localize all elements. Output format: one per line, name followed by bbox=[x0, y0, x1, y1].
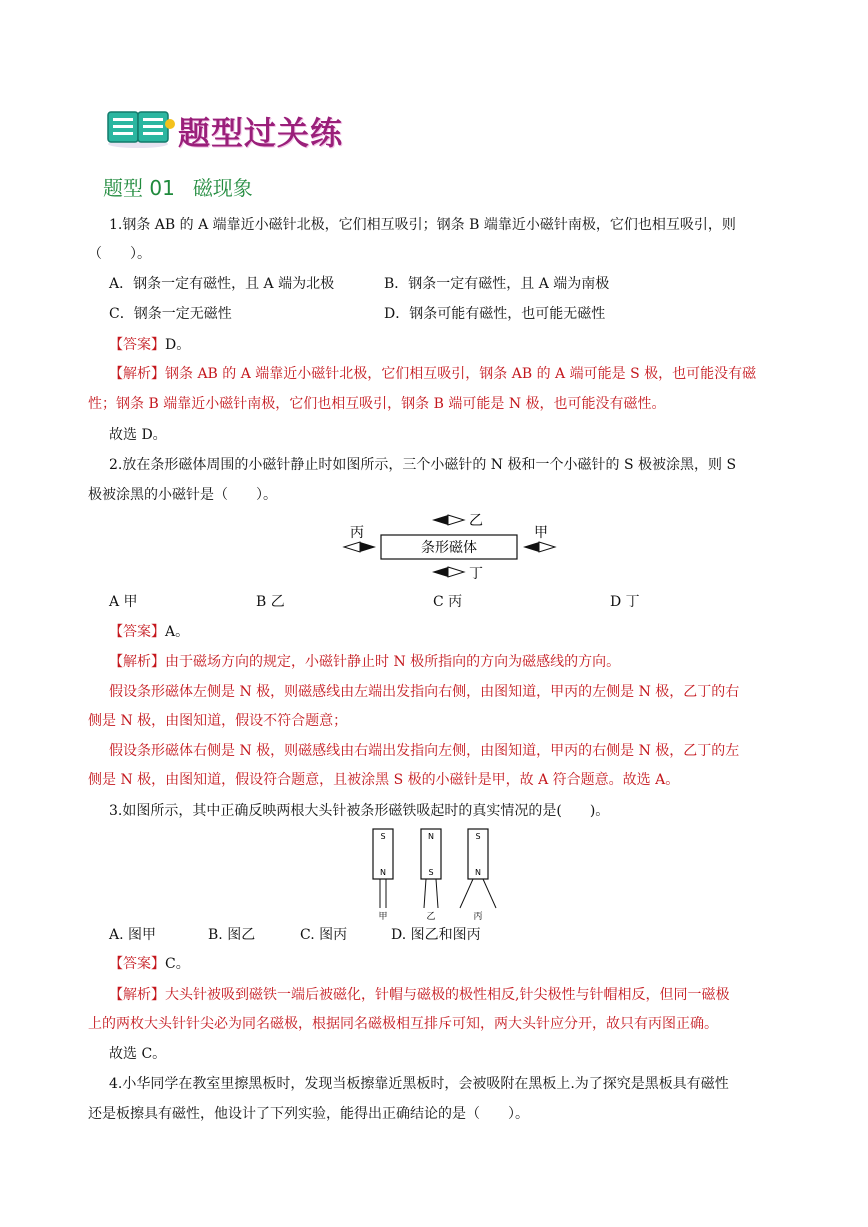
analysis-tag: 【解析】 bbox=[109, 366, 165, 382]
q2-analysis-line3: 侧是 N 极，由图知道，假设不符合题意； bbox=[88, 713, 348, 729]
section-label: 题型 01 bbox=[103, 176, 175, 200]
q3-stem: 3.如图所示，其中正确反映两根大头针被条形磁铁吸起时的真实情况的是( )。 bbox=[109, 803, 610, 819]
label-ding: 丁 bbox=[469, 566, 483, 582]
pole-1-top: S bbox=[380, 832, 386, 841]
q1-analysis-line1 bbox=[109, 364, 809, 384]
q3-answer bbox=[109, 954, 809, 974]
q2-option-d: D 丁 bbox=[610, 594, 640, 610]
q2-analysis-line5: 侧是 N 极，由图知道，假设符合题意，且被涂黑 S 极的小磁针是甲，故 A 符合题意。故选 A。 bbox=[88, 772, 680, 788]
q3-pins-figure bbox=[360, 826, 505, 922]
q3-conclusion: 故选 C。 bbox=[109, 1046, 167, 1062]
q1-conclusion: 故选 D。 bbox=[109, 427, 167, 443]
q2-option-b: B 乙 bbox=[256, 594, 285, 610]
q2-answer bbox=[109, 622, 809, 642]
pole-2-top: N bbox=[428, 832, 434, 841]
q1-answer bbox=[109, 335, 809, 355]
analysis-tag: 【解析】 bbox=[109, 654, 165, 670]
q4-stem-line2: 还是板擦具有磁性，他设计了下列实验，能得出正确结论的是（ ）。 bbox=[88, 1106, 529, 1122]
q3-option-b: B. 图乙 bbox=[208, 927, 256, 943]
answer-value: D。 bbox=[165, 337, 191, 353]
q1-option-b: B．钢条一定有磁性，且 A 端为南极 bbox=[384, 276, 610, 292]
q3-option-d: D. 图乙和图丙 bbox=[391, 927, 481, 943]
q2-analysis-line2: 假设条形磁体左侧是 N 极，则磁感线由左端出发指向右侧，由图知道，甲丙的左侧是 N 极，乙丁的右 bbox=[109, 684, 740, 700]
needle-bing bbox=[344, 542, 376, 552]
magnet-label: 条形磁体 bbox=[421, 540, 477, 556]
answer-value: C。 bbox=[165, 956, 190, 972]
analysis-text: 大头针被吸到磁铁一端后被磁化，针帽与磁极的极性相反,针尖极性与针帽相反，但同一磁极 bbox=[165, 987, 730, 1003]
answer-value: A。 bbox=[165, 624, 190, 640]
label-jia: 甲 bbox=[534, 525, 548, 541]
q2-analysis-line1 bbox=[109, 652, 809, 672]
needle-ding bbox=[432, 567, 464, 577]
pole-1-bottom: N bbox=[380, 868, 386, 877]
q3-option-a: A. 图甲 bbox=[109, 927, 157, 943]
book-icon bbox=[104, 104, 176, 150]
caption-jia: 甲 bbox=[378, 912, 388, 922]
needle-yi bbox=[432, 515, 464, 525]
q3-option-c: C. 图丙 bbox=[300, 927, 348, 943]
q2-analysis-line4: 假设条形磁体右侧是 N 极，则磁感线由右端出发指向左侧，由图知道，甲丙的右侧是 N 极，乙丁的左 bbox=[109, 743, 740, 759]
analysis-text: 钢条 AB 的 A 端靠近小磁针北极，它们相互吸引，钢条 AB 的 A 端可能是 S 极，也可能没有磁 bbox=[165, 366, 757, 382]
label-yi: 乙 bbox=[469, 513, 483, 529]
answer-tag: 【答案】 bbox=[109, 337, 165, 353]
q1-option-c: C．钢条一定无磁性 bbox=[109, 306, 232, 322]
label-bing: 丙 bbox=[350, 525, 364, 541]
q1-option-d: D．钢条可能有磁性，也可能无磁性 bbox=[384, 306, 606, 322]
banner bbox=[104, 104, 404, 154]
q1-option-a: A．钢条一定有磁性，且 A 端为北极 bbox=[109, 276, 335, 292]
q2-stem-line2: 极被涂黑的小磁针是（ ）。 bbox=[88, 487, 277, 503]
pole-3-bottom: N bbox=[475, 868, 481, 877]
section-title bbox=[103, 172, 253, 201]
q1-analysis-line2: 性；钢条 B 端靠近小磁针南极，它们也相互吸引，钢条 B 端可能是 N 极，也可能没有磁性。 bbox=[88, 396, 666, 412]
answer-tag: 【答案】 bbox=[109, 624, 165, 640]
banner-title: 题型过关练 bbox=[178, 114, 344, 152]
q1-stem-line1: 1.钢条 AB 的 A 端靠近小磁针北极，它们相互吸引；钢条 B 端靠近小磁针南极，它们也相互吸引，则 bbox=[109, 217, 736, 233]
q3-analysis-line2: 上的两枚大头针针尖必为同名磁极，根据同名磁极相互排斥可知，两大头针应分开，故只有丙图正确。 bbox=[88, 1016, 718, 1032]
q2-option-c: C 丙 bbox=[433, 594, 463, 610]
pole-2-bottom: S bbox=[428, 868, 434, 877]
analysis-tag: 【解析】 bbox=[109, 987, 165, 1003]
needle-jia bbox=[523, 542, 555, 552]
q2-stem-line1: 2.放在条形磁体周围的小磁针静止时如图所示，三个小磁针的 N 极和一个小磁针的 S 极被涂黑，则 S bbox=[109, 457, 737, 473]
answer-tag: 【答案】 bbox=[109, 956, 165, 972]
caption-yi: 乙 bbox=[426, 912, 436, 922]
pole-3-top: S bbox=[475, 832, 481, 841]
analysis-text: 由于磁场方向的规定，小磁针静止时 N 极所指向的方向为磁感线的方向。 bbox=[165, 654, 621, 670]
q2-option-a: A 甲 bbox=[109, 594, 138, 610]
section-topic: 磁现象 bbox=[192, 176, 253, 200]
q2-magnet-figure bbox=[330, 508, 580, 584]
q3-analysis-line1 bbox=[109, 985, 809, 1005]
q4-stem-line1: 4.小华同学在教室里擦黑板时，发现当板擦靠近黑板时，会被吸附在黑板上.为了探究是黑板具有磁性 bbox=[109, 1076, 729, 1092]
q1-stem-line2: （ ）。 bbox=[88, 246, 151, 262]
caption-bing: 丙 bbox=[473, 912, 483, 922]
